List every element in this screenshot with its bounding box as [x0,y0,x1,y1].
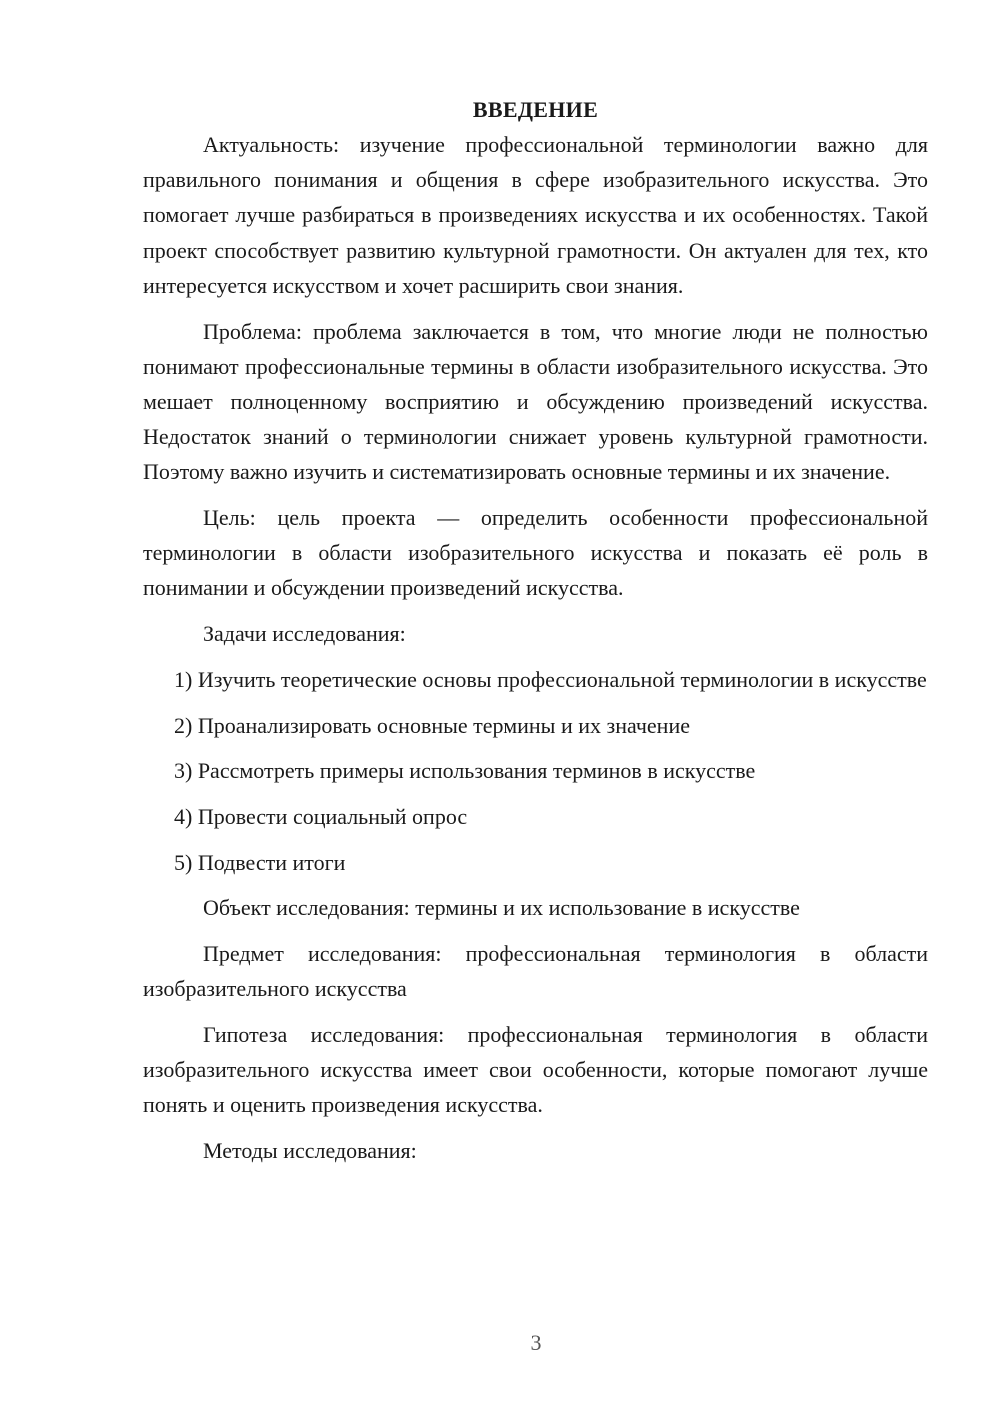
paragraph-object: Объект исследования: термины и их использование в искусстве [203,895,800,921]
task-item-3: 3) Рассмотреть примеры использования терминов в искусстве [174,758,756,784]
page-number: 3 [530,1330,542,1355]
paragraph-problem: Проблема: проблема заключается в том, что многие люди не полностью понимают профессиональные термины в области изобразительного искусства. Это мешает полноценному восприятию и обсуждению произведений искусства. Недостаток знаний о терминологии снижает уровень культурной грамотности. Поэтому важно изучить и систематизировать основные термины и их значение. [143,318,928,485]
paragraph-relevance: Актуальность: изучение профессиональной терминологии важно для правильного понимания и общения в сфере изобразительного искусства. Это помогает лучше разбираться в произведениях искусства и их особенностях. Такой проект способствует развитию культурной грамотности. Он актуален для тех, кто интересуется искусством и хочет расширить свои знания. [143,132,928,298]
paragraph-goal: Цель: цель проекта — определить особенности профессиональной терминологии в области изобразительного искусства и показать её роль в понимании и обсуждении произведений искусства. [143,505,928,601]
document-page [143,92,928,1179]
task-item-5: 5) Подвести итоги [174,849,346,875]
methods-heading: Методы исследования: [203,1138,417,1164]
page-title: ВВЕДЕНИЕ [472,97,599,122]
task-item-4: 4) Провести социальный опрос [174,803,468,829]
tasks-heading: Задачи исследования: [203,621,406,647]
paragraph-subject: Предмет исследования: профессиональная терминология в области изобразительного искусства [143,941,928,1002]
paragraph-hypothesis: Гипотеза исследования: профессиональная терминология в области изобразительного искусства имеет свои особенности, которые помогают лучше понять и оценить произведения искусства. [143,1021,928,1118]
task-item-1: 1) Изучить теоретические основы профессиональной терминологии в искусстве [174,666,927,692]
task-item-2: 2) Проанализировать основные термины и их значение [174,712,690,738]
